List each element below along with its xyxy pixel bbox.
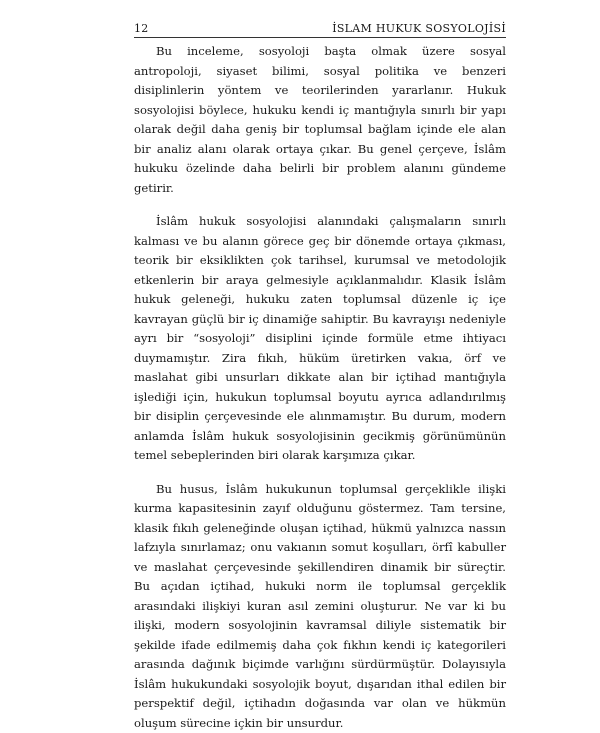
running-title: İSLAM HUKUK SOSYOLOJİSİ <box>332 22 506 36</box>
paragraph: İslâm hukuk sosyolojisi alanındaki çalışmaların sınırlı kalması ve bu alanın görece geç bir dönemde ortaya çıkması, teorik bir eksiklikten çok tarihsel, kurumsal ve metodolojik etkenlerin bir araya gelmesiyle açıklanmalıdır. Klasik İslâm hukuk geleneği, hukuku zaten toplumsal düzenle iç içe kavrayan güçlü bir iç dinamiğe sahiptir. Bu kavrayışı nedeniyle ayrı bir “sosyoloji” disiplini içinde formüle etme ihtiyacı duymamıştır. Zira fıkıh, hüküm üretirken vakıa, örf ve maslahat gibi unsurları dikkate alan bir içtihad mantığıyla işlediği için, hukukun toplumsal boyutu ayrıca adlandırılmış bir disiplin çerçevesinde ele alınmamıştır. Bu durum, modern anlamda İslâm hukuk sosyolojisinin gecikmiş görünümünün temel sebeplerinden biri olarak karşımıza çıkar. <box>134 212 506 466</box>
paragraph: Bu inceleme, sosyoloji başta olmak üzere sosyal antropoloji, siyaset bilimi, sosyal politika ve benzeri disiplinlerin yöntem ve teorilerinden yararlanır. Hukuk sosyolojisi böylece, hukuku kendi iç mantığıyla sınırlı bir yapı olarak değil daha geniş bir toplumsal bağlam içinde ele alan bir analiz alanı olarak ortaya çıkar. Bu genel çerçeve, İslâm hukuku özelinde daha belirli bir problem alanını gündeme getirir. <box>134 42 506 198</box>
paragraph: Bu husus, İslâm hukukunun toplumsal gerçeklikle ilişki kurma kapasitesinin zayıf olduğunu göstermez. Tam tersine, klasik fıkıh geleneğinde oluşan içtihad, hükmü yalnızca nassın lafzıyla sınırlamaz; onu vakıanın somut koşulları, örfî kabuller ve maslahat çerçevesinde şekillendiren dinamik bir süreçtir. Bu açıdan içtihad, hukuki norm ile toplumsal gerçeklik arasındaki ilişkiyi kuran asıl zemini oluşturur. Ne var ki bu ilişki, modern sosyolojinin kavramsal diliyle sistematik bir şekilde ifade edilmemiş daha çok fıkhın kendi iç kategorileri arasında dağınık biçimde varlığını sürdürmüştür. Dolayısıyla İslâm hukukundaki sosyolojik boyut, dışarıdan ithal edilen bir perspektif değil, içtihadın doğasında var olan ve hükmün oluşum sürecine içkin bir unsurdur. <box>134 480 506 733</box>
body-text <box>134 42 506 733</box>
page-header <box>134 22 506 36</box>
header-rule <box>134 37 506 38</box>
page-number: 12 <box>134 22 149 36</box>
